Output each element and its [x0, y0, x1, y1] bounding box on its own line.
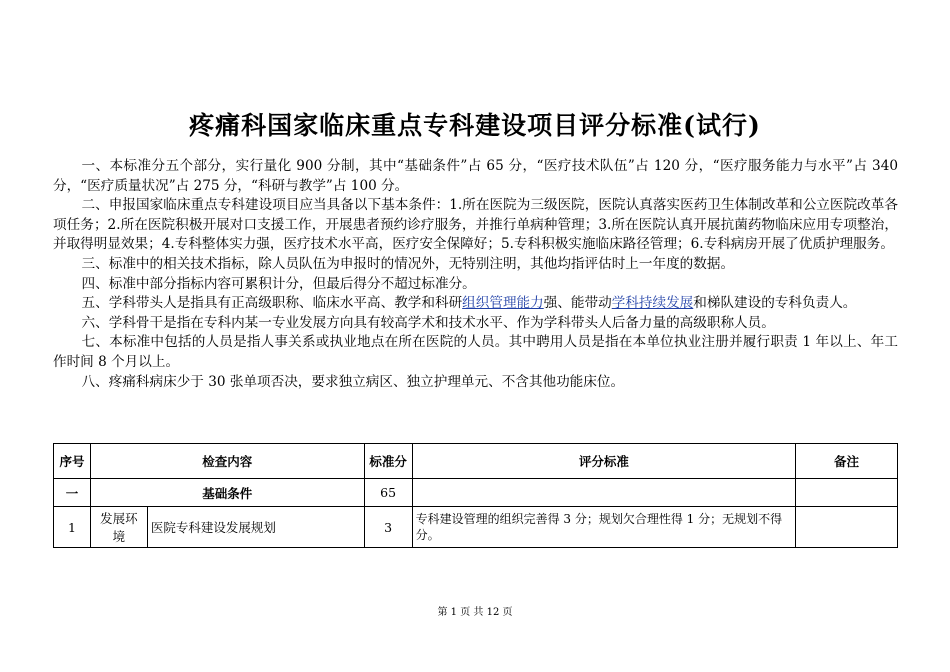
row-category: 发展环境 — [90, 507, 147, 548]
header-no: 序号 — [54, 444, 91, 479]
section-content: 基础条件 — [90, 479, 364, 507]
page-footer: 第 1 页 共 12 页 — [437, 607, 513, 618]
row-no: 1 — [54, 507, 91, 548]
table-header-row — [54, 444, 898, 479]
document-title: 疼痛科国家临床重点专科建设项目评分标准(试行) — [189, 111, 761, 140]
section-remark — [796, 479, 898, 507]
header-remark: 备注 — [796, 444, 898, 479]
header-criteria: 评分标准 — [412, 444, 796, 479]
paragraph-3: 三、标准中的相关技术指标，除人员队伍为申报时的情况外，无特别注明，其他均指评估时上一年度的数据。 — [81, 255, 735, 272]
scoring-table — [53, 443, 898, 548]
header-content: 检查内容 — [90, 444, 364, 479]
paragraph-5-before: 五、学科带头人是指具有正高级职称、临床水平高、教学和科研 — [81, 295, 463, 312]
paragraph-2: 二、申报国家临床重点专科建设项目应当具备以下基本条件：1.所在医院为三级医院，医院认真落实医药卫生体制改革和公立医院改革各项任务；2.所在医院积极开展对口支援工作，开展患者预约诊疗服务，并推行单病种管理；3.所在医院认真开展抗菌药物临床应用专项整治，并取得明显效果；4.专科整体实力强，医疗技术水平高，医疗安全保障好；5.专科积极实施临床路径管理；6.专科病房开展了优质护理服务。 — [53, 197, 898, 253]
paragraph-5 — [53, 294, 898, 314]
section-criteria — [412, 479, 796, 507]
paragraph-4: 四、标准中部分指标内容可累积计分，但最后得分不超过标准分。 — [81, 275, 476, 292]
paragraph-7: 七、本标准中包括的人员是指人事关系或执业地点在所在医院的人员。其中聘用人员是指在本单位执业注册并履行职责 1 年以上、年工作时间 8 个月以上。 — [53, 334, 898, 370]
header-score: 标准分 — [364, 444, 412, 479]
paragraph-5-middle: 强、能带动 — [543, 295, 612, 312]
org-management-link[interactable]: 组织管理能力 — [462, 295, 544, 312]
row-score: 3 — [364, 507, 412, 548]
section-no: 一 — [54, 479, 91, 507]
discipline-development-link[interactable]: 学科持续发展 — [611, 295, 694, 312]
row-item: 医院专科建设发展规划 — [147, 507, 364, 548]
paragraph-6: 六、学科骨干是指在专科内某一专业发展方向具有较高学术和技术水平、作为学科带头人后备力量的高级职称人员。 — [81, 314, 775, 331]
paragraph-5-after: 和梯队建设的专科负责人。 — [693, 295, 857, 312]
table-row — [54, 507, 898, 548]
row-criteria: 专科建设管理的组织完善得 3 分；规划欠合理性得 1 分；无规划不得分。 — [412, 507, 796, 548]
row-remark — [796, 507, 898, 548]
paragraph-8: 八、疼痛科病床少于 30 张单项否决，要求独立病区、独立护理单元、不含其他功能床位。 — [81, 373, 625, 390]
paragraph-1: 一、本标准分五个部分，实行量化 900 分制，其中“基础条件”占 65 分，“医疗技术队伍”占 120 分，“医疗服务能力与水平”占 340 分，“医疗质量状况”占 275 分，“科研与教学”占 100 分。 — [53, 158, 898, 194]
instructions-text — [53, 157, 898, 392]
section-score: 65 — [364, 479, 412, 507]
table-section-row — [54, 479, 898, 507]
